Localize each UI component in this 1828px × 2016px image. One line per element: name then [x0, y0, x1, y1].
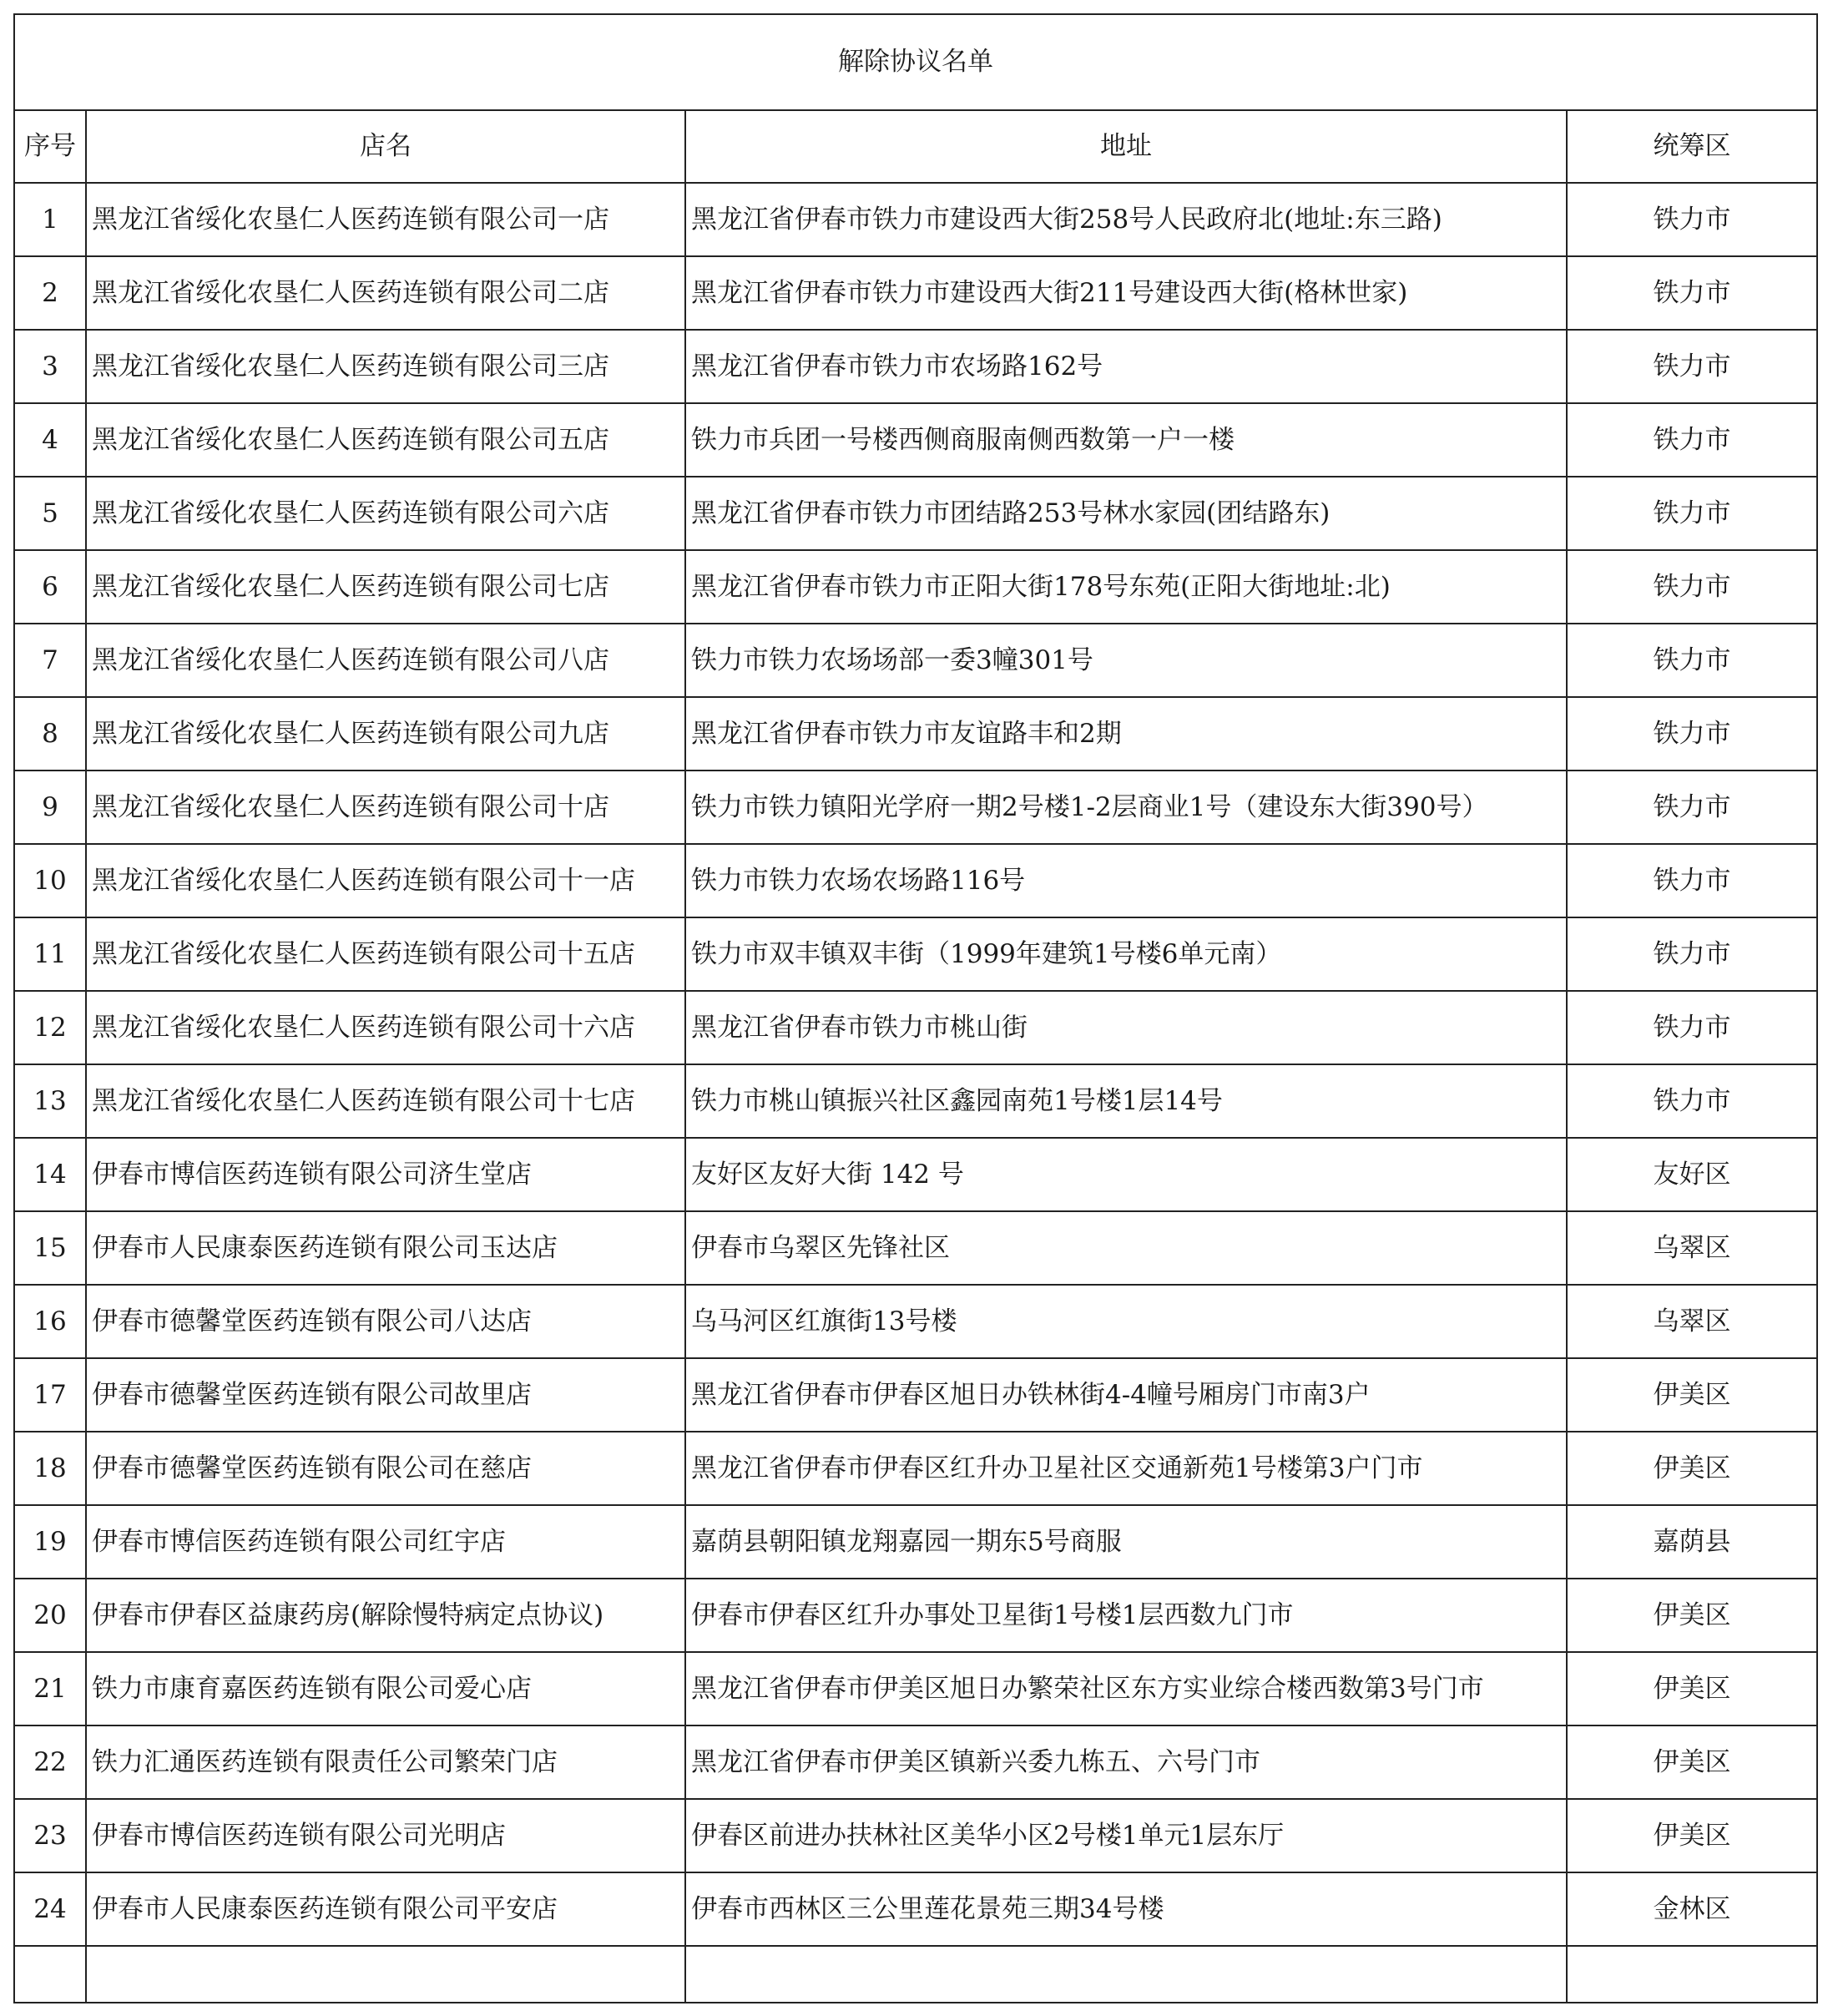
- row-store-name: 伊春市伊春区益康药房(解除慢特病定点协议): [86, 1579, 685, 1652]
- row-address: 黑龙江省伊春市铁力市农场路162号: [685, 330, 1567, 403]
- row-index: 10: [14, 844, 86, 917]
- header-district: 统筹区: [1567, 110, 1817, 183]
- row-store-name: 黑龙江省绥化农垦仁人医药连锁有限公司二店: [86, 256, 685, 330]
- table-row: [14, 330, 1817, 403]
- row-district: 铁力市: [1567, 844, 1817, 917]
- row-index: 2: [14, 256, 86, 330]
- table-row: [14, 550, 1817, 624]
- row-district: 铁力市: [1567, 550, 1817, 624]
- row-address: 伊春市西林区三公里莲花景苑三期34号楼: [685, 1872, 1567, 1946]
- row-address: 黑龙江省伊春市铁力市建设西大街211号建设西大街(格林世家): [685, 256, 1567, 330]
- header-name: 店名: [86, 110, 685, 183]
- row-address: 黑龙江省伊春市伊春区红升办卫星社区交通新苑1号楼第3户门市: [685, 1432, 1567, 1505]
- row-store-name: 黑龙江省绥化农垦仁人医药连锁有限公司一店: [86, 183, 685, 256]
- row-district: 铁力市: [1567, 624, 1817, 697]
- row-address: 黑龙江省伊春市铁力市团结路253号林水家园(团结路东): [685, 477, 1567, 550]
- row-store-name: 黑龙江省绥化农垦仁人医药连锁有限公司十六店: [86, 991, 685, 1064]
- row-store-name: 黑龙江省绥化农垦仁人医药连锁有限公司十一店: [86, 844, 685, 917]
- row-index: 12: [14, 991, 86, 1064]
- row-address: 铁力市桃山镇振兴社区鑫园南苑1号楼1层14号: [685, 1064, 1567, 1138]
- row-district: 铁力市: [1567, 330, 1817, 403]
- row-district: 金林区: [1567, 1872, 1817, 1946]
- row-store-name: 伊春市博信医药连锁有限公司红宇店: [86, 1505, 685, 1579]
- table-row: [14, 1432, 1817, 1505]
- row-address: 黑龙江省伊春市铁力市建设西大街258号人民政府北(地址:东三路): [685, 183, 1567, 256]
- row-address: 黑龙江省伊春市铁力市友谊路丰和2期: [685, 697, 1567, 771]
- row-district: 铁力市: [1567, 991, 1817, 1064]
- table-row: [14, 183, 1817, 256]
- row-address: 伊春市伊春区红升办事处卫星街1号楼1层西数九门市: [685, 1579, 1567, 1652]
- row-district: 伊美区: [1567, 1432, 1817, 1505]
- row-index: 1: [14, 183, 86, 256]
- row-address: 铁力市铁力农场场部一委3幢301号: [685, 624, 1567, 697]
- row-district: 铁力市: [1567, 256, 1817, 330]
- empty-cell: [1567, 1946, 1817, 2003]
- row-store-name: 伊春市博信医药连锁有限公司光明店: [86, 1799, 685, 1872]
- row-address: 黑龙江省伊春市铁力市正阳大街178号东苑(正阳大街地址:北): [685, 550, 1567, 624]
- row-address: 黑龙江省伊春市伊美区旭日办繁荣社区东方实业综合楼西数第3号门市: [685, 1652, 1567, 1725]
- row-index: 8: [14, 697, 86, 771]
- header-index: 序号: [14, 110, 86, 183]
- table-row: [14, 1579, 1817, 1652]
- row-address: 伊春市乌翠区先锋社区: [685, 1211, 1567, 1285]
- row-index: 11: [14, 917, 86, 991]
- row-address: 嘉荫县朝阳镇龙翔嘉园一期东5号商服: [685, 1505, 1567, 1579]
- row-district: 伊美区: [1567, 1652, 1817, 1725]
- row-store-name: 黑龙江省绥化农垦仁人医药连锁有限公司五店: [86, 403, 685, 477]
- row-store-name: 伊春市人民康泰医药连锁有限公司玉达店: [86, 1211, 685, 1285]
- row-index: 15: [14, 1211, 86, 1285]
- termination-list-table: [13, 13, 1818, 2003]
- table-title: 解除协议名单: [14, 14, 1817, 110]
- row-address: 黑龙江省伊春市铁力市桃山街: [685, 991, 1567, 1064]
- row-index: 22: [14, 1725, 86, 1799]
- row-index: 4: [14, 403, 86, 477]
- table-row: [14, 771, 1817, 844]
- table-row: [14, 1725, 1817, 1799]
- row-store-name: 伊春市人民康泰医药连锁有限公司平安店: [86, 1872, 685, 1946]
- row-district: 乌翠区: [1567, 1285, 1817, 1358]
- table-row: [14, 1872, 1817, 1946]
- row-address: 友好区友好大街 142 号: [685, 1138, 1567, 1211]
- row-store-name: 黑龙江省绥化农垦仁人医药连锁有限公司三店: [86, 330, 685, 403]
- row-district: 铁力市: [1567, 183, 1817, 256]
- table-row: [14, 1358, 1817, 1432]
- table-row: [14, 1211, 1817, 1285]
- row-district: 铁力市: [1567, 697, 1817, 771]
- row-index: 9: [14, 771, 86, 844]
- row-address: 黑龙江省伊春市伊春区旭日办铁林街4-4幢号厢房门市南3户: [685, 1358, 1567, 1432]
- row-index: 17: [14, 1358, 86, 1432]
- row-store-name: 伊春市博信医药连锁有限公司济生堂店: [86, 1138, 685, 1211]
- table-row: [14, 917, 1817, 991]
- empty-cell: [86, 1946, 685, 2003]
- row-index: 21: [14, 1652, 86, 1725]
- row-district: 乌翠区: [1567, 1211, 1817, 1285]
- row-index: 23: [14, 1799, 86, 1872]
- title-row: [14, 14, 1817, 110]
- row-district: 伊美区: [1567, 1358, 1817, 1432]
- row-index: 6: [14, 550, 86, 624]
- row-store-name: 铁力汇通医药连锁有限责任公司繁荣门店: [86, 1725, 685, 1799]
- header-address: 地址: [685, 110, 1567, 183]
- table-row: [14, 1138, 1817, 1211]
- row-district: 伊美区: [1567, 1799, 1817, 1872]
- table-row: [14, 844, 1817, 917]
- table-row: [14, 1285, 1817, 1358]
- row-index: 18: [14, 1432, 86, 1505]
- table-row: [14, 1799, 1817, 1872]
- row-address: 铁力市铁力农场农场路116号: [685, 844, 1567, 917]
- row-store-name: 铁力市康育嘉医药连锁有限公司爱心店: [86, 1652, 685, 1725]
- row-store-name: 黑龙江省绥化农垦仁人医药连锁有限公司十七店: [86, 1064, 685, 1138]
- row-store-name: 黑龙江省绥化农垦仁人医药连锁有限公司八店: [86, 624, 685, 697]
- row-address: 铁力市铁力镇阳光学府一期2号楼1-2层商业1号（建设东大街390号）: [685, 771, 1567, 844]
- row-store-name: 伊春市德馨堂医药连锁有限公司八达店: [86, 1285, 685, 1358]
- table-row: [14, 991, 1817, 1064]
- header-row: [14, 110, 1817, 183]
- table-row: [14, 256, 1817, 330]
- row-store-name: 伊春市德馨堂医药连锁有限公司在慈店: [86, 1432, 685, 1505]
- table-row: [14, 624, 1817, 697]
- row-store-name: 黑龙江省绥化农垦仁人医药连锁有限公司六店: [86, 477, 685, 550]
- row-index: 19: [14, 1505, 86, 1579]
- row-district: 铁力市: [1567, 477, 1817, 550]
- empty-row: [14, 1946, 1817, 2003]
- row-address: 伊春区前进办扶林社区美华小区2号楼1单元1层东厅: [685, 1799, 1567, 1872]
- row-index: 24: [14, 1872, 86, 1946]
- row-district: 铁力市: [1567, 771, 1817, 844]
- row-store-name: 黑龙江省绥化农垦仁人医药连锁有限公司九店: [86, 697, 685, 771]
- table-row: [14, 477, 1817, 550]
- row-address: 铁力市双丰镇双丰街（1999年建筑1号楼6单元南）: [685, 917, 1567, 991]
- row-index: 13: [14, 1064, 86, 1138]
- row-district: 伊美区: [1567, 1725, 1817, 1799]
- row-index: 20: [14, 1579, 86, 1652]
- row-index: 3: [14, 330, 86, 403]
- row-store-name: 黑龙江省绥化农垦仁人医药连锁有限公司七店: [86, 550, 685, 624]
- row-store-name: 黑龙江省绥化农垦仁人医药连锁有限公司十五店: [86, 917, 685, 991]
- row-store-name: 伊春市德馨堂医药连锁有限公司故里店: [86, 1358, 685, 1432]
- empty-cell: [14, 1946, 86, 2003]
- table-row: [14, 697, 1817, 771]
- row-district: 嘉荫县: [1567, 1505, 1817, 1579]
- table-row: [14, 1652, 1817, 1725]
- row-district: 伊美区: [1567, 1579, 1817, 1652]
- row-address: 铁力市兵团一号楼西侧商服南侧西数第一户一楼: [685, 403, 1567, 477]
- row-store-name: 黑龙江省绥化农垦仁人医药连锁有限公司十店: [86, 771, 685, 844]
- row-index: 5: [14, 477, 86, 550]
- table-row: [14, 1064, 1817, 1138]
- table-row: [14, 403, 1817, 477]
- row-district: 铁力市: [1567, 403, 1817, 477]
- row-district: 铁力市: [1567, 1064, 1817, 1138]
- row-address: 黑龙江省伊春市伊美区镇新兴委九栋五、六号门市: [685, 1725, 1567, 1799]
- row-index: 16: [14, 1285, 86, 1358]
- row-district: 铁力市: [1567, 917, 1817, 991]
- table-row: [14, 1505, 1817, 1579]
- row-district: 友好区: [1567, 1138, 1817, 1211]
- row-index: 14: [14, 1138, 86, 1211]
- row-address: 乌马河区红旗街13号楼: [685, 1285, 1567, 1358]
- empty-cell: [685, 1946, 1567, 2003]
- row-index: 7: [14, 624, 86, 697]
